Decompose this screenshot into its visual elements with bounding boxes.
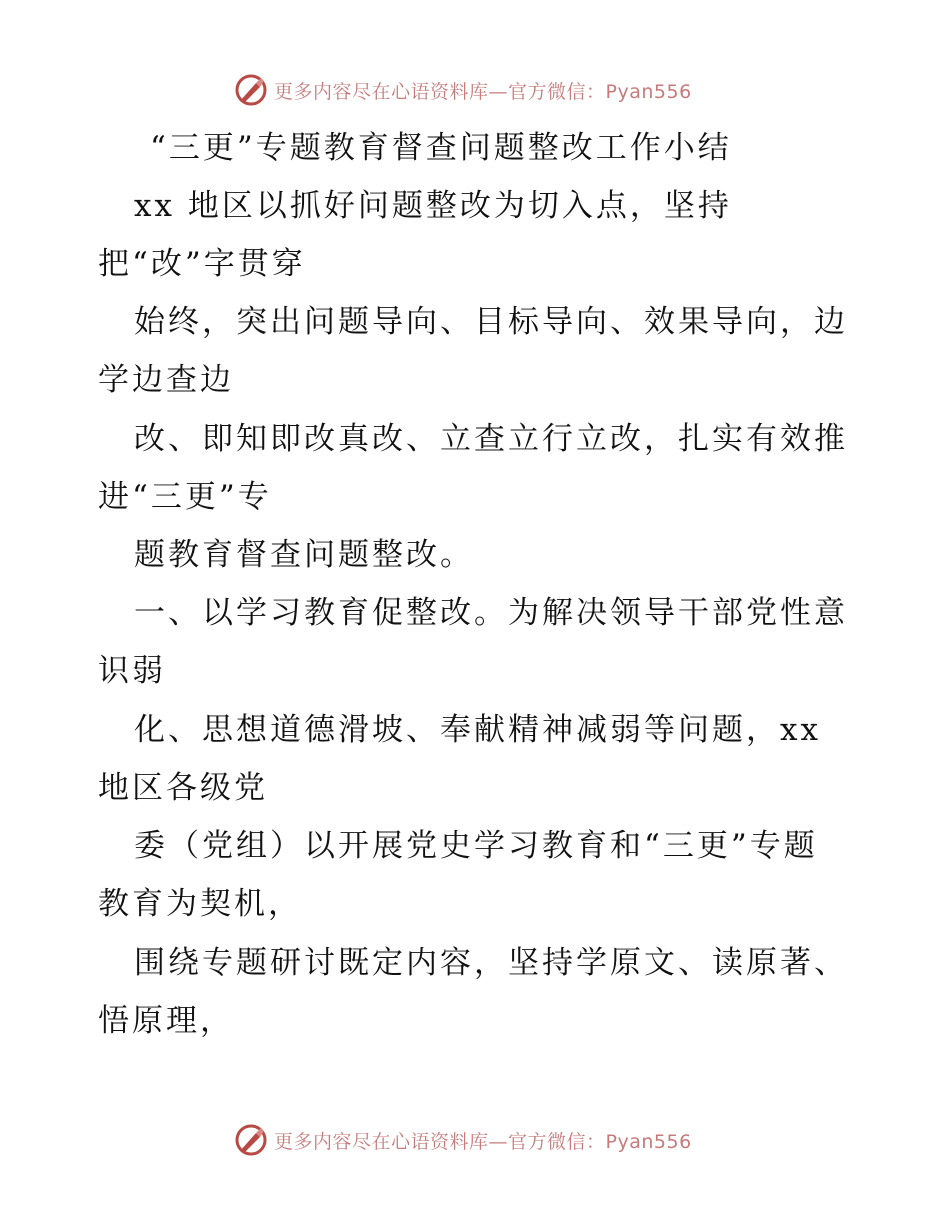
pen-logo-icon bbox=[234, 1123, 268, 1157]
paragraph-line: 学边查边 bbox=[98, 362, 234, 398]
paragraph-line: 识弱 bbox=[98, 653, 166, 689]
paragraph-line: 教育为契机， bbox=[98, 886, 302, 922]
paragraph-line: 题教育督查问题整改。 bbox=[134, 537, 474, 573]
watermark-footer bbox=[234, 1122, 692, 1158]
paragraph-line: 改、即知即改真改、立查立行立改，扎实有效推 bbox=[134, 421, 848, 457]
paragraph-line: 把“改”字贯穿 bbox=[98, 246, 306, 282]
paragraph-line: xx 地区以抓好问题整改为切入点，坚持 bbox=[134, 188, 732, 224]
section-heading-line: 一、以学习教育促整改。为解决领导干部党性意 bbox=[134, 595, 848, 631]
watermark-header bbox=[234, 72, 692, 108]
paragraph-line: 始终，突出问题导向、目标导向、效果导向，边 bbox=[134, 304, 848, 340]
watermark-text: 更多内容尽在心语资料库—官方微信：Pyan556 bbox=[274, 1130, 692, 1153]
paragraph-line: 地区各级党 bbox=[98, 770, 268, 806]
paragraph-line: 围绕专题研讨既定内容，坚持学原文、读原著、 bbox=[134, 945, 848, 981]
watermark-text: 更多内容尽在心语资料库—官方微信：Pyan556 bbox=[274, 80, 692, 103]
pen-logo-icon bbox=[234, 73, 268, 107]
document-title: “三更”专题教育督查问题整改工作小结 bbox=[150, 130, 732, 166]
paragraph-line: 进“三更”专 bbox=[98, 479, 272, 515]
paragraph-line: 化、思想道德滑坡、奉献精神减弱等问题，xx bbox=[134, 712, 821, 748]
paragraph-line: 悟原理， bbox=[98, 1003, 234, 1039]
paragraph-line: 委（党组）以开展党史学习教育和“三更”专题 bbox=[134, 828, 818, 864]
